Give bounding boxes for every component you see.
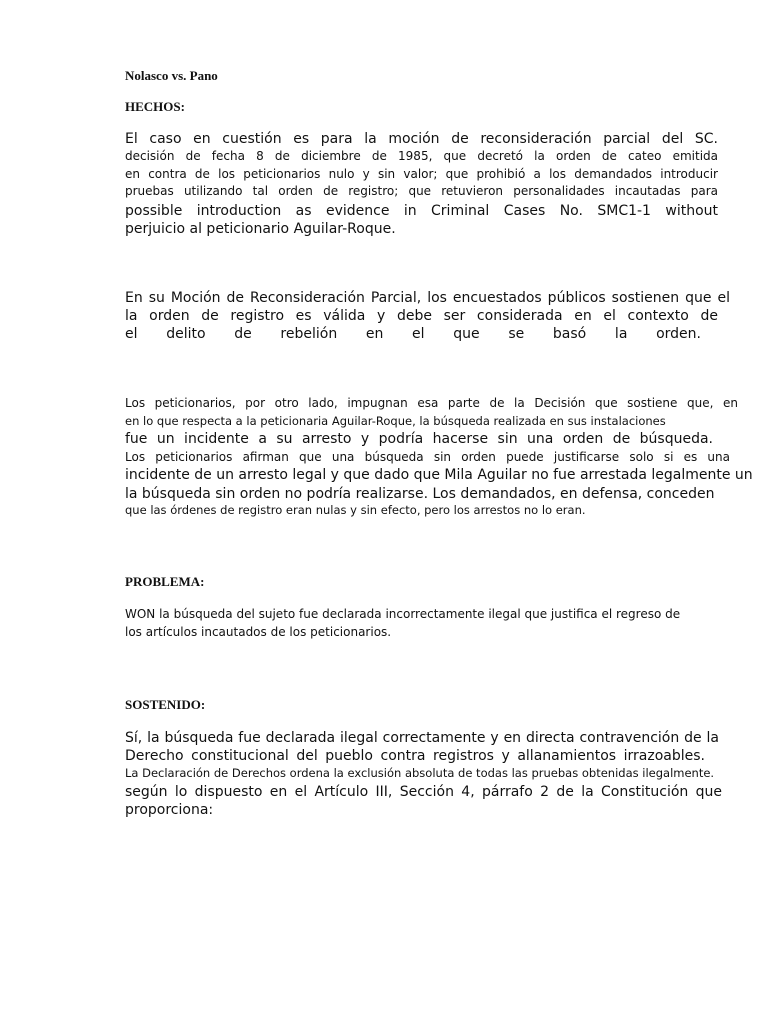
paragraph-line: los artículos incautados de los peticionarios. [125,625,392,639]
paragraph-line: possible introduction as evidence in Criminal Cases No. SMC1-1 without [125,203,718,219]
paragraph-line: Los peticionarios afirman que una búsqueda sin orden puede justificarse solo si es una [125,450,730,464]
hechos-heading: HECHOS: [125,99,185,114]
paragraph-line: en contra de los peticionarios nulo y sin valor; que prohibió a los demandados introducir [125,167,718,181]
paragraph-line: Los peticionarios, por otro lado, impugnan esa parte de la Decisión que sostiene que, en [125,396,738,410]
paragraph-line: decisión de fecha 8 de diciembre de 1985, que decretó la orden de cateo emitida [125,149,718,163]
paragraph-line: proporciona: [125,802,214,818]
paragraph-line: Derecho constitucional del pueblo contra registros y allanamientos irrazoables. [125,748,705,764]
paragraph-line: pruebas utilizando tal orden de registro; que retuvieron personalidades incautadas para [125,184,718,198]
sostenido-heading: SOSTENIDO: [125,697,206,712]
paragraph-line: En su Moción de Reconsideración Parcial, los encuestados públicos sostienen que el [125,290,730,306]
paragraph-line: que las órdenes de registro eran nulas y sin efecto, pero los arrestos no lo eran. [125,503,586,517]
paragraph-line: según lo dispuesto en el Artículo III, Sección 4, párrafo 2 de la Constitución que [125,784,722,800]
problema-heading: PROBLEMA: [125,574,205,589]
paragraph-line: Sí, la búsqueda fue declarada ilegal correctamente y en directa contravención de la [125,730,719,746]
paragraph-line: fue un incidente a su arresto y podría hacerse sin una orden de búsqueda. [125,431,713,447]
paragraph-line: La Declaración de Derechos ordena la exclusión absoluta de todas las pruebas obtenidas ilegalmente. [125,766,715,780]
case-title: Nolasco vs. Pano [125,68,218,83]
paragraph-line: el delito de rebelión en el que se basó la orden. [125,326,701,342]
paragraph-line: El caso en cuestión es para la moción de reconsideración parcial del SC. [125,131,718,147]
paragraph-line: perjuicio al peticionario Aguilar-Roque. [125,221,396,237]
paragraph-line: la búsqueda sin orden no podría realizarse. Los demandados, en defensa, conceden [125,486,715,502]
paragraph-line: la orden de registro es válida y debe ser considerada en el contexto de [125,308,718,324]
paragraph-line: en lo que respecta a la peticionaria Aguilar-Roque, la búsqueda realizada en sus instalaciones [125,414,666,428]
paragraph-line: incidente de un arresto legal y que dado que Mila Aguilar no fue arrestada legalmente un [125,467,753,483]
paragraph-line: WON la búsqueda del sujeto fue declarada incorrectamente ilegal que justifica el regreso de [125,607,681,621]
